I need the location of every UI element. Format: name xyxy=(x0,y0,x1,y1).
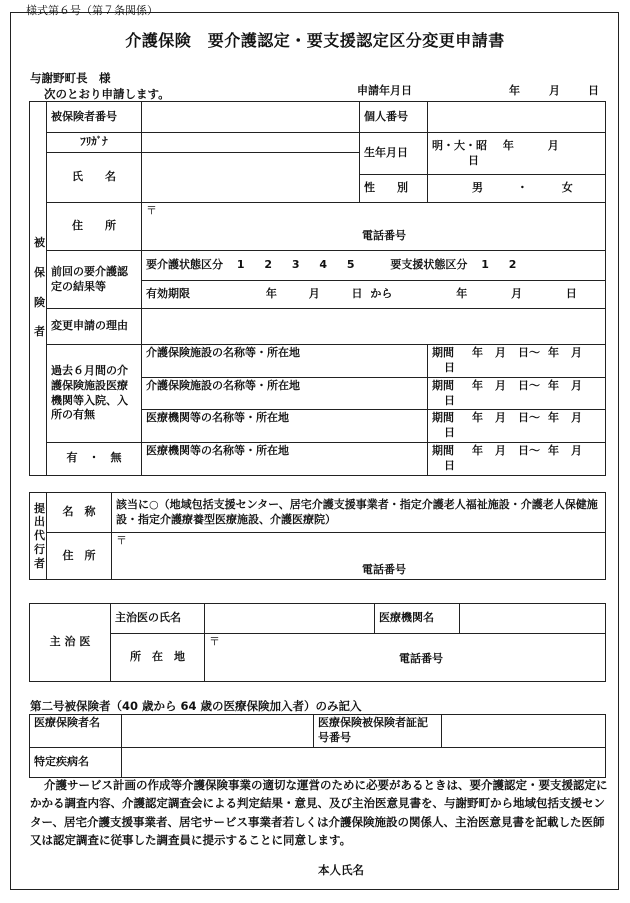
past-facility-label: 過去６月間の介護保険施設医療機関等入院、入所の有無 xyxy=(47,345,142,443)
valid-period-field[interactable]: 有効期限 年 月 日 から 年 月 日 xyxy=(142,281,606,309)
second-insured-heading: 第二号被保険者（40 歳から 64 歳の医療保険加入者）のみ記入 xyxy=(30,699,362,713)
facility-period-1[interactable]: 期間 年 月 日～ 年 月日 xyxy=(428,345,606,378)
agent-name-label: 名 称 xyxy=(47,493,112,533)
birthdate-field[interactable]: 明・大・昭 年 月 日 xyxy=(428,133,606,175)
address-label: 住 所 xyxy=(47,203,142,251)
furigana-field[interactable] xyxy=(142,133,360,153)
second-insured-table xyxy=(29,714,606,778)
facility-period-3[interactable]: 期間 年 月 日～ 年 月日 xyxy=(428,410,606,443)
care-level-field[interactable]: 要介護状態区分 1 2 3 4 5 要支援状態区分 1 2 xyxy=(142,251,606,281)
agent-table xyxy=(29,492,606,580)
doctor-postal-mark: 〒 xyxy=(209,635,220,648)
phone-label: 電話番号 xyxy=(362,228,406,242)
doctor-name-label: 主治医の氏名 xyxy=(111,604,205,634)
facility-row-1[interactable]: 介護保険施設の名称等・所在地 xyxy=(142,345,428,378)
agent-phone-label: 電話番号 xyxy=(362,562,406,576)
disease-label: 特定疾病名 xyxy=(30,747,122,777)
insured-cert-label: 医療保険被保険者証記号番号 xyxy=(314,715,442,748)
doctor-section-label: 主 治 医 xyxy=(30,604,111,682)
addressee: 与謝野町長 様 xyxy=(30,71,111,85)
insured-cert-field[interactable] xyxy=(442,715,606,748)
furigana-label: ﾌﾘｶﾞﾅ xyxy=(47,133,142,153)
doctor-phone-label: 電話番号 xyxy=(399,651,443,665)
form-number: 様式第６号（第７条関係） xyxy=(26,4,158,17)
page-title: 介護保険 要介護認定・要支援認定区分変更申請書 xyxy=(125,31,505,50)
previous-result-label: 前回の要介護認定の結果等 xyxy=(47,251,142,309)
facility-row-4[interactable]: 医療機関等の名称等・所在地 xyxy=(142,443,428,476)
facility-row-3[interactable]: 医療機関等の名称等・所在地 xyxy=(142,410,428,443)
application-day-label: 日 xyxy=(588,84,599,97)
insured-section-label: 被 保 険 者 xyxy=(30,102,47,476)
era-options: 明・大・昭 xyxy=(432,138,487,152)
signature-label: 本人氏名 xyxy=(318,863,364,877)
facility-period-2[interactable]: 期間 年 月 日～ 年 月日 xyxy=(428,377,606,410)
agent-name-field[interactable] xyxy=(112,493,606,533)
institution-field[interactable] xyxy=(460,604,606,634)
institution-label: 医療機関名 xyxy=(375,604,460,634)
agent-section-label: 提 出 代 行 者 xyxy=(30,493,47,580)
birthdate-label: 生年月日 xyxy=(360,133,428,175)
personal-number-label: 個人番号 xyxy=(360,102,428,133)
application-year-label: 年 xyxy=(509,84,520,97)
sex-label: 性 別 xyxy=(360,175,428,203)
application-date-label: 申請年月日 xyxy=(357,84,412,97)
insurer-field[interactable] xyxy=(122,715,314,748)
presence-options[interactable]: 有 ・ 無 xyxy=(47,443,142,476)
doctor-location-label: 所 在 地 xyxy=(111,634,205,682)
doctor-table xyxy=(29,603,606,682)
agent-name-note: 該当に○（地域包括支援センター、居宅介護支援事業者・指定介護老人福祉施設・介護老人保健施設・指定介護療養型医療施設、介護医療院） xyxy=(116,497,598,526)
postal-mark: 〒 xyxy=(146,204,157,217)
disease-field[interactable] xyxy=(122,747,606,777)
agent-address-label: 住 所 xyxy=(47,533,112,580)
facility-period-4[interactable]: 期間 年 月 日～ 年 月日 xyxy=(428,443,606,476)
doctor-name-field[interactable] xyxy=(205,604,375,634)
insured-number-label: 被保険者番号 xyxy=(47,102,142,133)
sex-field[interactable]: 男 ・ 女 xyxy=(428,175,606,203)
agent-address-field[interactable] xyxy=(112,533,606,580)
facility-row-2[interactable]: 介護保険施設の名称等・所在地 xyxy=(142,377,428,410)
application-month-label: 月 xyxy=(549,84,560,97)
intro-text: 次のとおり申請します。 xyxy=(44,87,170,101)
agent-postal-mark: 〒 xyxy=(116,534,127,547)
address-field[interactable] xyxy=(142,203,606,251)
doctor-location-field[interactable] xyxy=(205,634,606,682)
change-reason-label: 変更申請の理由 xyxy=(47,309,142,345)
consent-text: 介護サービス計画の作成等介護保険事業の適切な運営のために必要があるときは、要介護認定・要支援認定にかかる調査内容、介護認定調査会による判定結果・意見、及び主治医意見書を、与謝野町から地域包括支援センター、居宅介護支援事業者、居宅サービス事業者若しくは介護保険施設の関係人、主治医意見書を記載した医師又は認定調査に従事した調査員に提示することに同意します。 xyxy=(30,778,608,848)
change-reason-field[interactable] xyxy=(142,309,606,345)
personal-number-field[interactable] xyxy=(428,102,606,133)
name-label: 氏 名 xyxy=(47,153,142,203)
insured-table xyxy=(29,101,606,476)
insured-number-field[interactable] xyxy=(142,102,360,133)
insurer-label: 医療保険者名 xyxy=(30,715,122,748)
name-field[interactable] xyxy=(142,153,360,203)
